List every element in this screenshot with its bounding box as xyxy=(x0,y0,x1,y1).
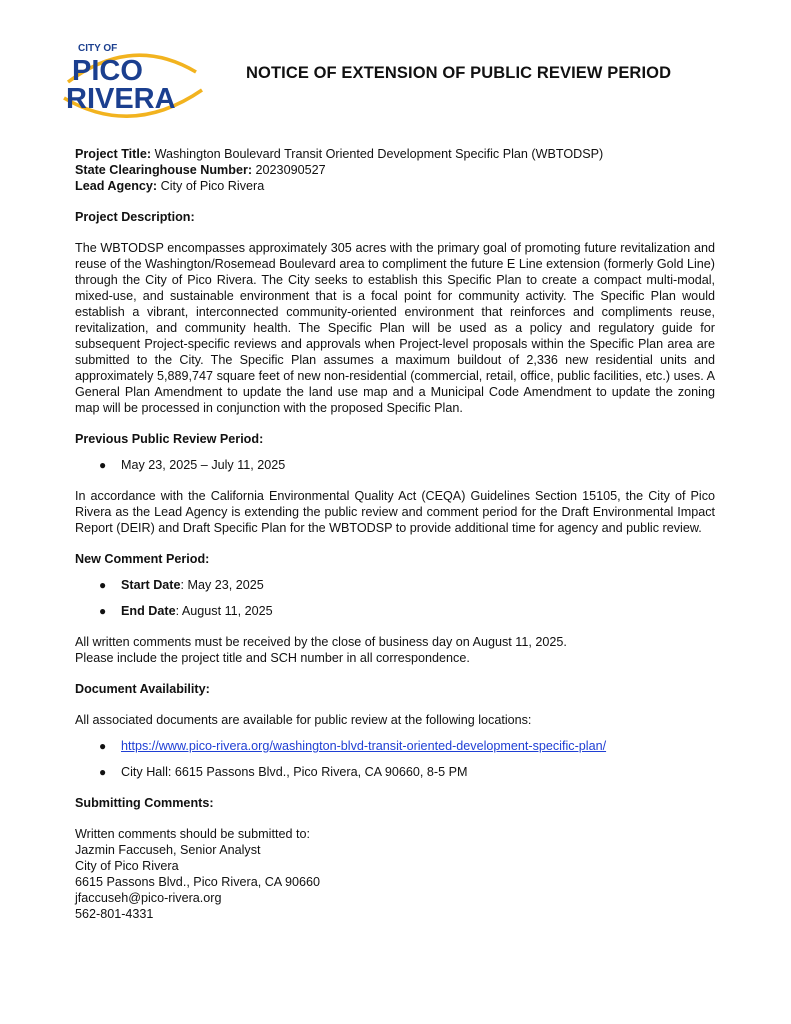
sch-number-value: 2023090527 xyxy=(255,163,326,177)
bullet-icon: ● xyxy=(99,765,107,779)
submitting-comments-heading: Submitting Comments: xyxy=(75,796,214,810)
previous-review-list xyxy=(75,457,715,473)
project-title-line xyxy=(75,146,715,162)
contact-name: Jazmin Faccuseh, Senior Analyst xyxy=(75,843,261,857)
project-description-heading: Project Description: xyxy=(75,210,195,224)
previous-review-dates: May 23, 2025 – July 11, 2025 xyxy=(121,458,286,472)
contact-phone: 562-801-4331 xyxy=(75,907,154,921)
ceqa-extension-text: In accordance with the California Environmental Quality Act (CEQA) Guidelines Section 15105, the City of Pico Rivera as the Lead Agency is extending the public review and comment period for the Draft Environmental Impact Report (DEIR) and Draft Specific Plan for the WBTODSP to provide additional time for agency and public review. xyxy=(75,489,715,535)
list-item xyxy=(75,577,715,593)
contact-address: 6615 Passons Blvd., Pico Rivera, CA 90660 xyxy=(75,875,321,889)
correspondence-note: Please include the project title and SCH number in all correspondence. xyxy=(75,651,470,665)
city-hall-location: City Hall: 6615 Passons Blvd., Pico Rivera, CA 90660, 8-5 PM xyxy=(121,765,468,779)
logo-rivera: RIVERA xyxy=(66,83,176,115)
new-comment-period-list xyxy=(75,577,715,619)
contact-organization: City of Pico Rivera xyxy=(75,859,179,873)
availability-intro: All associated documents are available for public review at the following locations: xyxy=(75,713,532,727)
page-title: NOTICE OF EXTENSION OF PUBLIC REVIEW PERIOD xyxy=(246,64,672,82)
list-item xyxy=(75,738,715,754)
project-title-value: Washington Boulevard Transit Oriented Development Specific Plan (WBTODSP) xyxy=(154,147,604,161)
specific-plan-link[interactable]: https://www.pico-rivera.org/washington-blvd-transit-oriented-development-specific-plan/ xyxy=(121,739,607,753)
bullet-icon: ● xyxy=(99,739,107,753)
list-item xyxy=(75,764,715,780)
lead-agency-label: Lead Agency: xyxy=(75,179,158,193)
availability-list xyxy=(75,738,715,780)
end-date-label: End Date xyxy=(121,604,176,618)
project-title-label: Project Title: xyxy=(75,147,152,161)
lead-agency-value: City of Pico Rivera xyxy=(160,179,265,193)
lead-agency-line xyxy=(75,178,715,194)
project-description-text: The WBTODSP encompasses approximately 305 acres with the primary goal of promoting future revitalization and reuse of the Washington/Rosemead Boulevard area to compliment the future E Line extension (formerly Gold Line) through the City of Pico Rivera. The City seeks to establish this Specific Plan to create a compact multi-modal, mixed-use, and sustainable environment that is a focal point for community activity. The Specific Plan would establish a vibrant, interconnected community-oriented environment that reinforces and compliments reuse, revitalization, and community health. The Specific Plan will be used as a policy and regulatory guide for subsequent Project-specific reviews and approvals when Project-level proposals within the Specific Plan area are submitted to the City. The Specific Plan assumes a maximum buildout of 2,336 new residential units and approximately 5,889,747 square feet of new non-residential (commercial, retail, office, public facilities, etc.) uses. A General Plan Amendment to update the land use map and a Municipal Code Amendment to update the zoning map will be processed in conjunction with the proposed Specific Plan. xyxy=(75,241,715,415)
comments-deadline-note: All written comments must be received by the close of business day on August 11, 2025. xyxy=(75,635,567,649)
contact-intro: Written comments should be submitted to: xyxy=(75,827,310,841)
contact-email[interactable]: jfaccuseh@pico-rivera.org xyxy=(75,891,222,905)
new-comment-period-heading: New Comment Period: xyxy=(75,552,210,566)
bullet-icon: ● xyxy=(99,578,107,592)
city-of-pico-rivera-logo xyxy=(62,40,204,120)
sch-number-label: State Clearinghouse Number: xyxy=(75,163,253,177)
document-availability-heading: Document Availability: xyxy=(75,682,210,696)
start-date-value: : May 23, 2025 xyxy=(180,578,264,592)
end-date-value: : August 11, 2025 xyxy=(175,604,273,618)
bullet-icon: ● xyxy=(99,458,107,472)
sch-number-line xyxy=(75,162,715,178)
start-date-label: Start Date xyxy=(121,578,181,592)
logo-pico: PICO xyxy=(72,55,143,87)
previous-review-heading: Previous Public Review Period: xyxy=(75,432,264,446)
list-item xyxy=(75,457,715,473)
bullet-icon: ● xyxy=(99,604,107,618)
list-item xyxy=(75,603,715,619)
logo-city-of: CITY OF xyxy=(78,43,118,54)
contact-block xyxy=(75,826,715,922)
notice-body xyxy=(75,146,715,922)
